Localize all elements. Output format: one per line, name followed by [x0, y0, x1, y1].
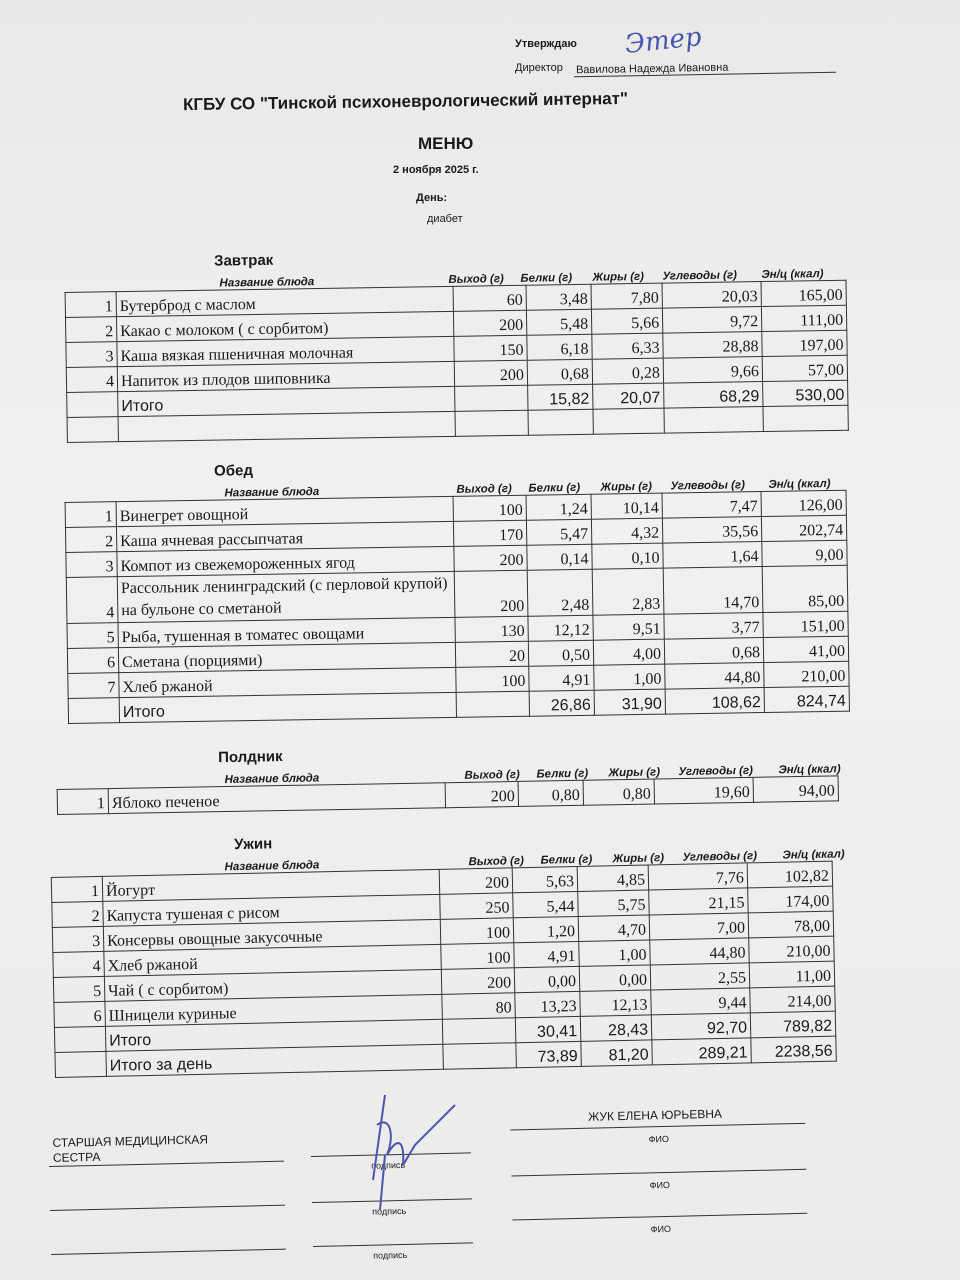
col-yield: Выход (г) — [468, 855, 525, 869]
cell-energy: 151,00 — [763, 611, 848, 637]
cell-fat: 1,00 — [579, 940, 651, 966]
cell-n: 5 — [67, 623, 118, 649]
total-protein: 30,41 — [515, 1016, 581, 1042]
role-line-3 — [51, 1249, 286, 1255]
lunch-table — [65, 490, 850, 724]
col-yield: Выход (г) — [464, 768, 520, 782]
cell-name: Яблоко печеное — [108, 783, 445, 814]
total-label: Итого — [119, 692, 456, 722]
cell-energy: 85,00 — [762, 565, 848, 612]
cell-fat: 5,66 — [591, 308, 662, 334]
col-protein: Белки (г) — [520, 272, 573, 285]
section-breakfast — [64, 243, 849, 443]
total-energy: 530,00 — [763, 380, 848, 406]
responsible-name: ЖУК ЕЛЕНА ЮРЬЕВНА — [587, 1106, 723, 1124]
cell-fat: 0,28 — [592, 358, 663, 384]
cell-fat: 9,51 — [593, 614, 664, 640]
cell-carbs: 14,70 — [663, 567, 763, 615]
cell-name: Какао с молоком ( с сорбитом) — [116, 311, 453, 341]
cell-n: 3 — [66, 552, 117, 578]
cell-yield: 200 — [454, 545, 527, 571]
total-label: Итого — [105, 1019, 442, 1051]
cell-protein: 0,14 — [527, 544, 592, 570]
total-energy: 824,74 — [764, 686, 849, 712]
col-energy: Эн/ц (ккал) — [761, 268, 824, 282]
col-name: Название блюда — [224, 859, 320, 874]
cell-yield: 150 — [454, 335, 527, 361]
cell-protein: 12,12 — [528, 615, 593, 641]
cell-name: Компот из свежемороженных ягод — [117, 546, 454, 576]
cell-carbs: 9,72 — [662, 307, 761, 334]
signature-block — [48, 1098, 911, 1277]
signature-caption: подпись — [373, 1249, 408, 1261]
col-energy: Эн/ц (ккал) — [778, 763, 841, 777]
cell-protein: 5,44 — [513, 891, 579, 917]
organization-name: КГБУ СО "Тинской психоневрологический интернат" — [182, 88, 629, 115]
cell-protein: 4,91 — [529, 665, 594, 691]
total-protein: 26,86 — [529, 690, 594, 716]
col-yield: Выход (г) — [448, 273, 504, 286]
cell-carbs: 1,64 — [663, 542, 762, 569]
role-line-2 — [50, 1205, 285, 1211]
col-carbs: Углеводы (г) — [662, 269, 737, 283]
section-dinner — [50, 824, 845, 1078]
cell-name: Напиток из плодов шиповника — [117, 361, 454, 391]
cell-carbs: 3,77 — [664, 613, 763, 640]
cell-n: 4 — [53, 951, 105, 977]
cell-protein: 1,20 — [513, 916, 579, 942]
cell-n: 2 — [52, 901, 104, 927]
total-carbs: 108,62 — [665, 688, 764, 715]
cell-protein: 2,48 — [527, 569, 593, 616]
total-label: Итого — [118, 386, 455, 416]
signature-caption: подпись — [371, 1159, 406, 1171]
col-carbs: Углеводы (г) — [678, 764, 754, 779]
director-label: Директор — [515, 62, 563, 74]
cell-yield: 200 — [441, 968, 515, 995]
cell-energy: 11,00 — [749, 961, 835, 988]
cell-n: 3 — [52, 926, 104, 952]
cell-n: 4 — [66, 577, 118, 624]
fio-line-3 — [512, 1213, 807, 1221]
fio-caption: ФИО — [650, 1223, 672, 1235]
cell-yield: 200 — [454, 570, 528, 617]
col-energy: Эн/ц (ккал) — [782, 848, 845, 862]
cell-energy: 78,00 — [748, 911, 834, 938]
cell-n: 5 — [53, 976, 105, 1002]
section-title: Обед — [213, 462, 254, 480]
cell-name: Хлеб ржаной — [119, 667, 456, 697]
cell-name: Бутерброд с маслом — [116, 286, 453, 316]
section-snack — [56, 738, 839, 815]
cell-n: 4 — [66, 367, 117, 393]
approve-label: Утверждаю — [515, 38, 577, 50]
cell-name: Сметана (порциями) — [118, 642, 455, 672]
dinner-table — [51, 861, 837, 1078]
cell-fat: 10,14 — [591, 493, 662, 519]
cell-energy: 57,00 — [762, 355, 847, 381]
fio-line-1 — [510, 1123, 805, 1131]
breakfast-table — [65, 280, 849, 443]
col-name: Название блюда — [224, 772, 320, 787]
signature-caption: подпись — [372, 1205, 407, 1217]
section-title: Завтрак — [213, 251, 274, 270]
cell-energy: 202,74 — [761, 515, 846, 541]
cell-carbs: 28,88 — [663, 332, 762, 359]
cell-energy: 111,00 — [761, 305, 846, 331]
day-total-fat: 81,20 — [581, 1040, 653, 1066]
cell-n: 1 — [57, 789, 108, 815]
col-yield: Выход (г) — [456, 482, 512, 496]
cell-fat: 12,13 — [580, 990, 652, 1016]
day-total-carbs: 289,21 — [652, 1038, 752, 1065]
cell-name: Рыба, тушенная в томатес овощами — [118, 617, 455, 647]
fio-caption: ФИО — [649, 1179, 671, 1191]
cell-energy: 9,00 — [762, 540, 847, 566]
cell-name: Каша вязкая пшеничная молочная — [117, 336, 454, 366]
cell-energy: 210,00 — [764, 661, 849, 687]
col-carbs: Углеводы (г) — [682, 850, 758, 864]
cell-protein: 13,23 — [515, 991, 581, 1017]
cell-yield: 100 — [441, 943, 515, 970]
cell-carbs: 9,44 — [651, 988, 751, 1015]
cell-fat: 0,10 — [592, 543, 663, 569]
cell-protein: 5,63 — [512, 866, 578, 892]
cell-carbs: 2,55 — [650, 963, 750, 990]
col-fat: Жиры (г) — [608, 766, 661, 780]
total-fat: 28,43 — [580, 1015, 652, 1041]
cell-yield: 200 — [445, 781, 518, 807]
cell-fat: 7,80 — [591, 283, 662, 309]
cell-n: 6 — [54, 1001, 106, 1027]
col-name: Название блюда — [219, 276, 315, 290]
cell-energy: 197,00 — [762, 330, 847, 356]
cell-n: 1 — [51, 876, 103, 902]
total-fat: 20,07 — [593, 383, 664, 409]
cell-carbs: 20,03 — [662, 282, 761, 309]
col-fat: Жиры (г) — [600, 480, 653, 494]
col-fat: Жиры (г) — [592, 270, 645, 284]
cell-yield: 100 — [440, 918, 514, 945]
cell-carbs: 7,47 — [662, 492, 761, 519]
cell-protein: 5,48 — [526, 309, 591, 335]
cell-n: 2 — [65, 527, 116, 553]
cell-n: 6 — [67, 648, 118, 674]
cell-carbs: 21,15 — [649, 888, 749, 915]
day-total-label: Итого за день — [106, 1044, 443, 1076]
cell-name: Каша ячневая рассыпчатая — [116, 521, 453, 551]
cell-protein: 3,48 — [526, 284, 591, 310]
cell-energy: 41,00 — [763, 636, 848, 662]
director-line — [515, 62, 836, 75]
cell-fat: 0,00 — [579, 965, 651, 991]
cell-n: 7 — [68, 673, 119, 699]
col-carbs: Углеводы (г) — [670, 479, 745, 493]
cell-protein: 0,68 — [527, 359, 592, 385]
day-label: День: — [416, 192, 448, 204]
page-title: МЕНЮ — [418, 134, 474, 153]
cell-carbs: 7,00 — [649, 913, 749, 940]
cell-energy: 165,00 — [761, 280, 846, 306]
total-energy: 789,82 — [750, 1011, 836, 1038]
cell-yield: 100 — [453, 495, 526, 521]
cell-fat: 5,75 — [578, 890, 650, 916]
cell-yield: 100 — [456, 666, 529, 692]
section-lunch — [64, 453, 850, 724]
cell-name: Шницели куриные — [105, 994, 442, 1026]
cell-carbs: 44,80 — [665, 663, 764, 690]
cell-protein: 0,50 — [528, 640, 593, 666]
cell-protein: 1,24 — [526, 494, 591, 520]
cell-fat: 4,32 — [591, 518, 662, 544]
day-total-energy: 2238,56 — [751, 1036, 837, 1063]
section-title: Полдник — [217, 748, 283, 767]
cell-yield: 200 — [454, 360, 527, 386]
total-fat: 31,90 — [594, 689, 665, 715]
total-carbs: 92,70 — [651, 1013, 751, 1040]
cell-carbs: 44,80 — [650, 938, 750, 965]
col-protein: Белки (г) — [540, 853, 593, 867]
section-title: Ужин — [233, 835, 273, 854]
fio-line-2 — [511, 1169, 806, 1177]
director-signature: Этер — [623, 22, 703, 60]
day-total-protein: 73,89 — [516, 1041, 582, 1067]
cell-protein: 0,80 — [518, 780, 583, 806]
cell-fat: 4,85 — [577, 865, 649, 891]
cell-protein: 4,91 — [514, 941, 580, 967]
cell-carbs: 0,68 — [664, 638, 763, 665]
cell-fat: 4,70 — [578, 915, 650, 941]
cell-n: 3 — [66, 342, 117, 368]
cell-protein: 5,47 — [526, 519, 591, 545]
cell-name: Капуста тушеная с рисом — [103, 894, 440, 926]
cell-fat: 4,00 — [593, 639, 664, 665]
col-energy: Эн/ц (ккал) — [768, 477, 831, 491]
cell-yield: 130 — [455, 616, 528, 642]
cell-yield: 200 — [439, 868, 513, 895]
cell-energy: 102,82 — [747, 861, 833, 888]
cell-carbs: 19,60 — [654, 777, 753, 804]
cell-energy: 126,00 — [761, 490, 846, 516]
cell-n: 1 — [65, 292, 116, 318]
cell-yield: 250 — [440, 893, 514, 920]
cell-name: Йогурт — [102, 869, 439, 901]
col-name: Название блюда — [224, 485, 320, 500]
role-label: СТАРШАЯ МЕДИЦИНСКАЯ СЕСТРА — [52, 1132, 209, 1165]
cell-carbs: 7,76 — [648, 863, 748, 890]
cell-name: Винегрет овощной — [116, 496, 453, 526]
cell-yield: 200 — [453, 310, 526, 336]
cell-name: Консервы овощные закусочные — [103, 919, 440, 951]
nurse-signature — [355, 1085, 465, 1215]
cell-yield: 60 — [453, 285, 526, 311]
total-protein: 15,82 — [528, 384, 593, 410]
cell-yield: 80 — [442, 993, 516, 1020]
cell-yield: 170 — [453, 520, 526, 546]
signature-line-3 — [313, 1242, 473, 1247]
cell-n: 2 — [65, 317, 116, 343]
cell-protein: 6,18 — [527, 334, 592, 360]
cell-carbs: 35,56 — [662, 517, 761, 544]
cell-name: Рассольник ленинградский (с перловой крупой) на бульоне со сметаной — [117, 571, 455, 622]
total-carbs: 68,29 — [664, 382, 763, 409]
cell-fat: 6,33 — [592, 333, 663, 359]
menu-date: 2 ноября 2025 г. — [393, 164, 479, 176]
cell-fat: 1,00 — [594, 664, 665, 690]
col-protein: Белки (г) — [528, 481, 581, 495]
cell-name: Хлеб ржаной — [104, 944, 441, 976]
cell-fat: 2,83 — [592, 568, 664, 615]
cell-energy: 174,00 — [748, 886, 834, 913]
cell-yield: 20 — [455, 641, 528, 667]
cell-protein: 0,00 — [514, 966, 580, 992]
director-name: Вавилова Надежда Ивановна — [574, 60, 836, 78]
col-protein: Белки (г) — [536, 767, 589, 781]
cell-n: 1 — [65, 502, 116, 528]
cell-name: Чай ( с сорбитом) — [104, 969, 441, 1001]
cell-energy: 214,00 — [750, 986, 836, 1013]
fio-caption: ФИО — [648, 1133, 670, 1145]
cell-fat: 0,80 — [583, 779, 654, 805]
diet-type: диабет — [427, 213, 463, 225]
col-fat: Жиры (г) — [612, 852, 665, 866]
cell-energy: 94,00 — [753, 776, 838, 802]
cell-energy: 210,00 — [749, 936, 835, 963]
cell-carbs: 9,66 — [663, 357, 762, 384]
